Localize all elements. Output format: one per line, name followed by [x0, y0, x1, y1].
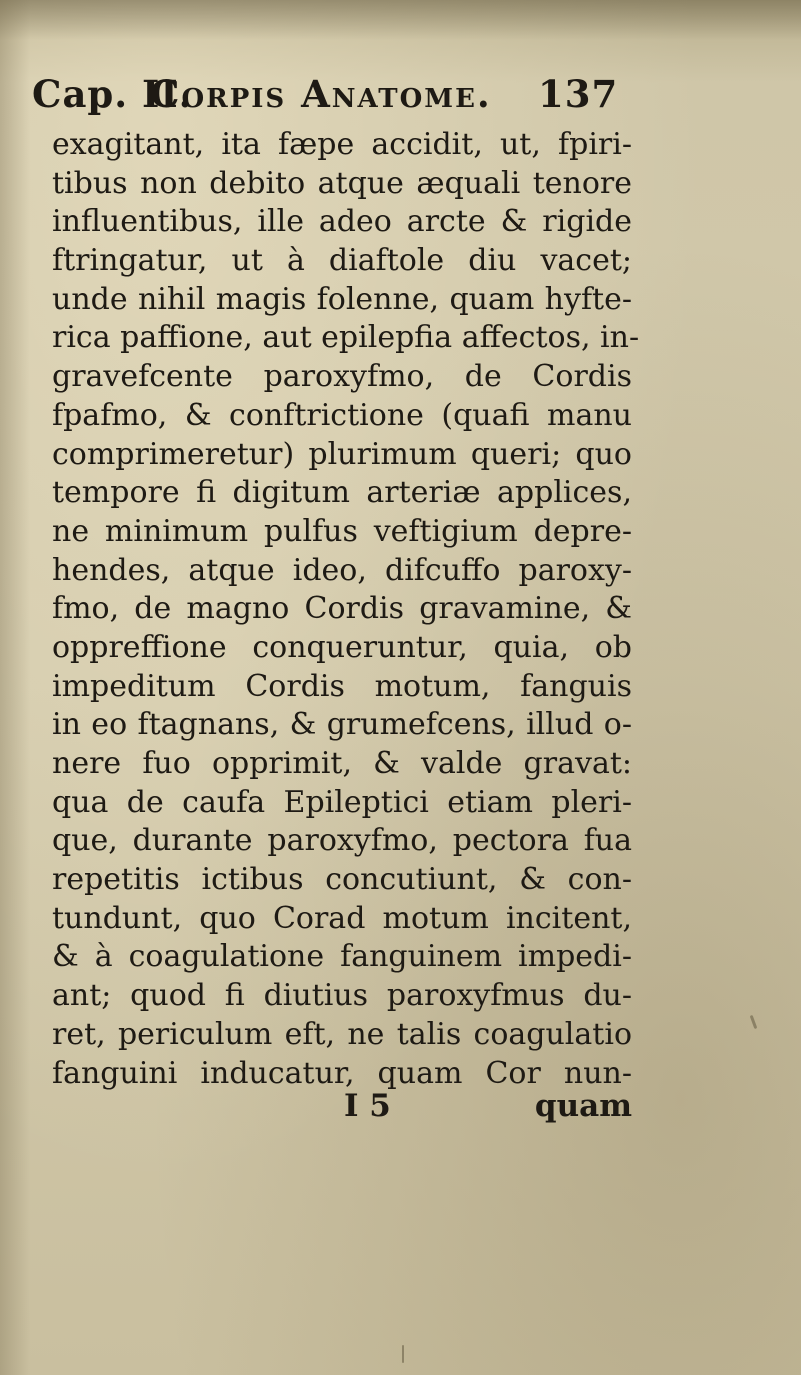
page-number: 137: [538, 72, 619, 116]
text-line: fpafmo, & conftrictione (quafi manu: [52, 397, 632, 433]
paper-speck: [402, 1345, 404, 1363]
text-line: fmo, de magno Cordis gravamine, &: [52, 591, 632, 627]
text-line: ret, periculum eft, ne talis coagulatio: [52, 1016, 632, 1052]
chapter-label: Cap. II.: [32, 72, 193, 116]
signature-mark: I 5: [344, 1088, 391, 1124]
text-line: impeditum Cordis motum, fanguis: [52, 668, 632, 704]
text-line: tempore fi digitum arteriæ applices,: [52, 475, 632, 511]
text-line: ne minimum pulfus veftigium depre-: [52, 513, 632, 549]
text-line: ant; quod fi diutius paroxyfmus du-: [52, 978, 632, 1014]
text-line: & à coagulatione fanguinem impedi-: [52, 939, 632, 975]
running-title: Corpis Anatome.: [150, 72, 492, 116]
text-line: tibus non debito atque æquali tenore: [52, 165, 632, 201]
text-line: in eo ftagnans, & grumefcens, illud o-: [52, 707, 632, 743]
body-text: [52, 126, 640, 1093]
text-line: ftringatur, ut à diaftole diu vacet;: [52, 243, 632, 279]
text-line: repetitis ictibus concutiunt, & con-: [52, 862, 632, 898]
text-line: influentibus, ille adeo arcte & rigide: [52, 204, 632, 240]
text-line: exagitant, ita fæpe accidit, ut, fpiri-: [52, 127, 632, 162]
catchword: quam: [534, 1088, 632, 1124]
left-edge-shadow: [0, 0, 30, 1375]
text-line: qua de caufa Epileptici etiam pleri-: [52, 784, 632, 820]
text-line: fanguini inducatur, quam Cor nun-: [52, 1055, 632, 1091]
page-footer: [52, 1087, 632, 1125]
text-line: que, durante paroxyfmo, pectora fua: [52, 823, 632, 859]
text-line: comprimeretur) plurimum queri; quo: [52, 436, 632, 472]
running-header: [32, 72, 632, 116]
text-line: hendes, atque ideo, difcuffo paroxy-: [52, 552, 632, 588]
text-line: oppreffione conqueruntur, quia, ob: [52, 629, 632, 665]
text-line: rica paffione, aut epilepfia affectos, in-: [52, 320, 640, 356]
text-line: tundunt, quo Corad motum incitent,: [52, 900, 632, 936]
text-line: nere fuo opprimit, & valde gravat:: [52, 746, 632, 781]
text-line: unde nihil magis folenne, quam hyfte-: [52, 281, 632, 317]
paper-speck: [750, 1015, 758, 1029]
top-edge-shadow: [0, 0, 801, 40]
text-line: gravefcente paroxyfmo, de Cordis: [52, 359, 632, 395]
